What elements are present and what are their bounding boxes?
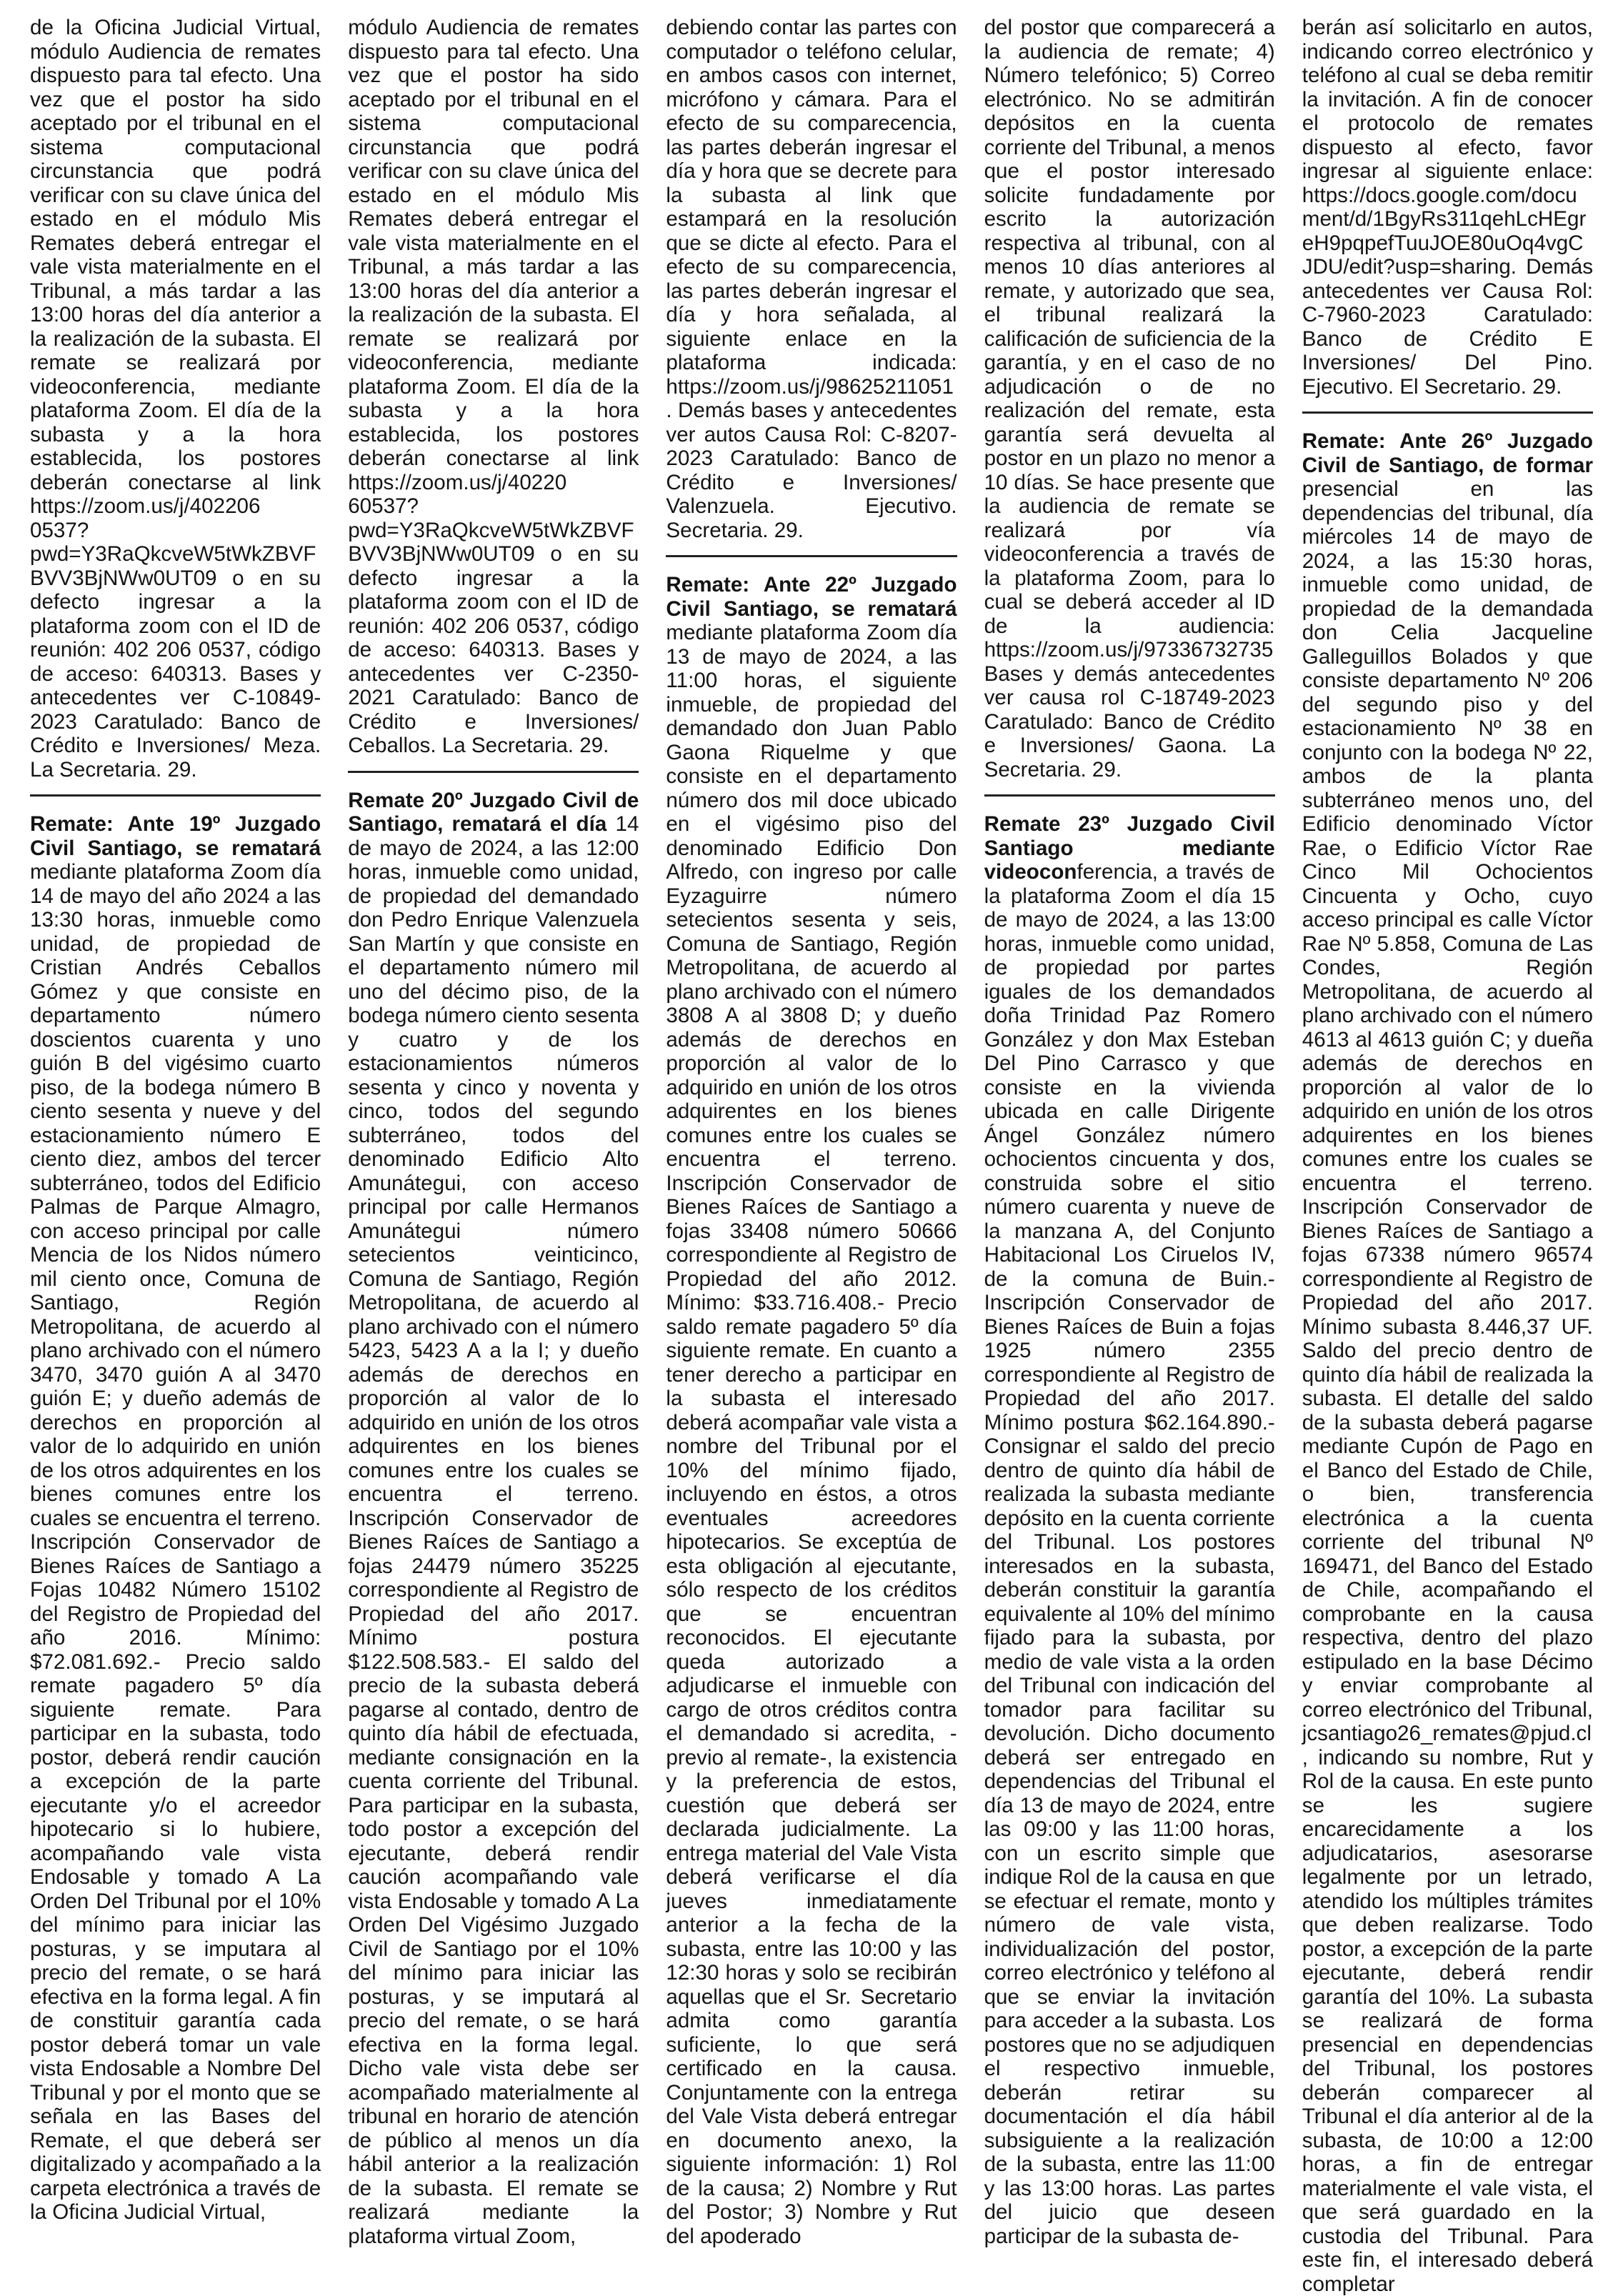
column-5 [1302, 16, 1593, 2296]
notice-divider [30, 794, 321, 797]
notice-heading: Remate 20º Juzgado Civil de Santiago, rematará el día [348, 788, 639, 836]
notice-remate-20 [348, 789, 639, 2249]
notice-remate-19 [30, 812, 321, 2225]
notice-body: ferencia, a través de la plataforma Zoom el día 15 de mayo de 2024, a las 13:00 horas, inmueble como unidad, de propiedad por partes iguales de los demandados doña Trinidad Paz Romero González y don Max Esteban Del Pino Carrasco y que consiste en la vivienda ubicada en calle Dirigente Ángel González número ochocientos cincuenta y dos, construida sobre el sitio número cuarenta y nueve de la manzana A, del Conjunto Habitacional Los Ciruelos IV, de la comuna de Buin.- Inscripción Conservador de Bienes Raíces de Buin a fojas 1925 número 2355 correspondiente al Registro de Propiedad del año 2017. Mínimo postura $62.164.890.- Consignar el saldo del precio dentro de quinto día hábil de realizada la subasta mediante depósito en la cuenta corriente del Tribunal. Los postores interesados en la subasta, deberán constituir la garantía equivalente al 10% del mínimo fijado para la subasta, por medio de vale vista a la orden del Tribunal con indicación del tomador para facilitar su devolución. Dicho documento deberá ser entregado en dependencias del Tribunal el día 13 de mayo de 2024, entre las 09:00 y las 11:00 horas, con un escrito simple que indique Rol de la causa en que se efectuar el remate, monto y número de vale vista, individualización del postor, correo electrónico y teléfono al que se enviar la invitación para acceder a la subasta. Los postores que no se adjudiquen el respectivo inmueble, deberán retirar su documentación el día hábil subsiguiente a la realización de la subasta, entre las 11:00 y las 13:00 horas. Las partes del juicio que deseen participar de la subasta de- [984, 860, 1275, 2248]
notice-heading: Remate: Ante 26º Juzgado Civil de Santiago, de formar [1302, 429, 1593, 477]
column-4 [984, 16, 1275, 2280]
notice-continuation: del postor que comparecerá a la audiencia de remate; 4) Número telefónico; 5) Correo electrónico. No se admitirán depósitos en la cuenta corriente del Tribunal, a menos que el postor interesado solicite fundadamente por escrito la autorización respectiva al tribunal, con al menos 10 días anteriores al remate, y autorizado que sea, el tribunal realizará la calificación de suficiencia de la garantía, y en el caso de no adjudicación o de no realización del remate, esta garantía será devuelta al postor en un plazo no menor a 10 días. Se hace presente que la audiencia de remate se realizará por vía videoconferencia a través de la plataforma Zoom, para lo cual se deberá acceder al ID de la audiencia: https://zoom.us/j/97336732735 Bases y demás antecedentes ver causa rol C-18749-2023 Caratulado: Banco de Crédito e Inversiones/ Gaona. La Secretaria. 29. [984, 16, 1275, 782]
notice-divider [1302, 411, 1593, 414]
notice-body: presencial en las dependencias del tribunal, día miércoles 14 de mayo de 2024, a las 15:30 horas, inmueble como unidad, de propiedad de la demandada don Celia Jacqueline Galleguillos Bolados y que consiste departamento Nº 206 del segundo piso y del estacionamiento Nº 38 en conjunto con la bodega Nº 22, ambos de la planta subterráneo menos uno, del Edificio denominado Víctor Rae, o Edificio Víctor Rae Cinco Mil Ochocientos Cincuenta y Ocho, cuyo acceso principal es calle Víctor Rae Nº 5.858, Comuna de Las Condes, Región Metropolitana, de acuerdo al plano archivado con el número 4613 al 4613 guión C; y dueña además de derechos en proporción al valor de lo adquirido en unión de los otros adquirentes en los bienes comunes entre los cuales se encuentra el terreno. Inscripción Conservador de Bienes Raíces de Santiago a fojas 67338 número 96574 correspondiente al Registro de Propiedad del año 2017. Mínimo subasta 8.446,37 UF. Saldo del precio dentro de quinto día hábil de realizada la subasta. El detalle del saldo de la subasta deberá pagarse mediante Cupón de Pago en el Banco del Estado de Chile, o bien, transferencia electrónica a la cuenta corriente del tribunal Nº 169471, del Banco del Estado de Chile, acompañando el comprobante en la causa respectiva, dentro del plazo estipulado en la base Décimo y enviar comprobante al correo electrónico del Tribunal, jcsantiago26_remates@pjud.cl, indicando su nombre, Rut y Rol de la causa. En este punto se les sugiere encarecidamente a los adjudicatarios, asesorarse legalmente por un letrado, atendido los múltiples trámites que deben realizarse. Todo postor, a excepción de la parte ejecutante, deberá rendir garantía del 10%. La subasta se realizará de forma presencial en dependencias del Tribunal, los postores deberán comparecer al Tribunal el día anterior al de la subasta, de 10:00 a 12:00 horas, a fin de entregar materialmente el vale vista, el que será guardado en la custodia del Tribunal. Para este fin, el interesado deberá completar [1302, 477, 1593, 2296]
notice-body: mediante plataforma Zoom día 13 de mayo de 2024, a las 11:00 horas, el siguiente inmueble, de propiedad del demandado don Juan Pablo Gaona Riquelme y que consiste en el departamento número dos mil doce ubicado en el vigésimo piso del denominado Edificio Don Alfredo, con ingreso por calle Eyzaguirre número setecientos sesenta y seis, Comuna de Santiago, Región Metropolitana, de acuerdo al plano archivado con el número 3808 A al 3808 D; y dueño además de derechos en proporción al valor de lo adquirido en unión de los otros adquirentes en los bienes comunes entre los cuales se encuentra el terreno. Inscripción Conservador de Bienes Raíces de Santiago a fojas 33408 número 50666 correspondiente al Registro de Propiedad del año 2012. Mínimo: $33.716.408.- Precio saldo remate pagadero 5º día siguiente remate. En cuanto a tener derecho a participar en la subasta el interesado deberá acompañar vale vista a nombre del Tribunal por el 10% del mínimo fijado, incluyendo en éstos, a otros eventuales acreedores hipotecarios. Se exceptúa de esta obligación al ejecutante, sólo respecto de los créditos que se encuentran reconocidos. El ejecutante queda autorizado a adjudicarse el inmueble con cargo de otros créditos contra el demandado si acredita, -previo al remate-, la existencia y la preferencia de estos, cuestión que deberá ser declarada judicialmente. La entrega material del Vale Vista deberá verificarse el día jueves inmediatamente anterior a la fecha de la subasta, entre las 10:00 y las 12:30 horas y solo se recibirán aquellas que el Sr. Secretario admita como garantía suficiente, lo que será certificado en la causa. Conjuntamente con la entrega del Vale Vista deberá entregar en documento anexo, la siguiente información: 1) Rol de la causa; 2) Nombre y Rut del Postor; 3) Nombre y Rut del apoderado [666, 621, 957, 2248]
notice-body: 14 de mayo de 2024, a las 12:00 horas, inmueble como unidad, de propiedad del demandado don Pedro Enrique Valenzuela San Martín y que consiste en el departamento número mil uno del décimo piso, de la bodega número ciento sesenta y cuatro y de los estacionamientos números sesenta y cinco y noventa y cinco, todos del segundo subterráneo, todos del denominado Edificio Alto Amunátegui, con acceso principal por calle Hermanos Amunátegui número setecientos veinticinco, Comuna de Santiago, Región Metropolitana, de acuerdo al plano archivado con el número 5423, 5423 A a la I; y dueño además de derechos en proporción al valor de lo adquirido en unión de los otros adquirentes en los bienes comunes entre los cuales se encuentra el terreno. Inscripción Conservador de Bienes Raíces de Santiago a fojas 24479 número 35225 correspondiente al Registro de Propiedad del año 2017. Mínimo postura $122.508.583.- El saldo del precio de la subasta deberá pagarse al contado, dentro de quinto día hábil de efectuada, mediante consignación en la cuenta corriente del Tribunal. Para participar en la subasta, todo postor a excepción del ejecutante, deberá rendir caución acompañando vale vista Endosable y tomado A La Orden Del Vigésimo Juzgado Civil de Santiago por el 10% del mínimo para iniciar las posturas, y se imputará al precio del remate, o se hará efectiva en la forma legal. Dicho vale vista debe ser acompañado materialmente al tribunal en horario de atención de público al menos un día hábil anterior a la realización de la subasta. El remate se realizará mediante la plataforma virtual Zoom, [348, 812, 639, 2248]
notice-continuation: de la Oficina Judicial Virtual, módulo Audiencia de remates dispuesto para tal efecto. Una vez que el postor ha sido aceptado por el tribunal en el sistema computacional circunstancia que podrá verificar con su clave única del estado en el módulo Mis Remates deberá entregar el vale vista materialmente en el Tribunal, a más tardar a las 13:00 horas del día anterior a la realización de la subasta. El remate se realizará por videoconferencia, mediante plataforma Zoom. El día de la subasta y a la hora establecida, los postores deberán conectarse al link https://zoom.us/j/402206 0537?pwd=Y3RaQkcveW5tWkZBVFBVV3BjNWw0UT09 o en su defecto ingresar a la plataforma zoom con el ID de reunión: 402 206 0537, código de acceso: 640313. Bases y antecedentes ver C-10849-2023 Caratulado: Banco de Crédito e Inversiones/ Meza. La Secretaria. 29. [30, 16, 321, 782]
notice-remate-23 [984, 812, 1275, 2248]
notice-divider [348, 771, 639, 773]
notice-continuation: berán así solicitarlo en autos, indicando correo electrónico y teléfono al cual se deba remitir la invitación. A fin de conocer el protocolo de remates dispuesto al efecto, favor ingresar al siguiente enlace: https://docs.google.com/document/d/1BgyRs311qehLcHEgreH9pqpefTuuJOE80uOq4vgCJDU/edit?usp=sharing. Demás antecedentes ver Causa Rol: C-7960-2023 Caratulado: Banco de Crédito E Inversiones/ Del Pino. Ejecutivo. El Secretario. 29. [1302, 16, 1593, 399]
notice-continuation: módulo Audiencia de remates dispuesto para tal efecto. Una vez que el postor ha sido aceptado por el tribunal en el sistema computacional circunstancia que podrá verificar con su clave única del estado en el módulo Mis Remates deberá entregar el vale vista materialmente en el Tribunal, a más tardar a las 13:00 horas del día anterior a la realización de la subasta. El remate se realizará por videoconferencia, mediante plataforma Zoom. El día de la subasta y a la hora establecida, los postores deberán conectarse al link https://zoom.us/j/40220 60537?pwd=Y3RaQkcveW5tWkZBVFBVV3BjNWw0UT09 o en su defecto ingresar a la plataforma zoom con el ID de reunión: 402 206 0537, código de acceso: 640313. Bases y antecedentes ver C-2350-2021 Caratulado: Banco de Crédito e Inversiones/ Ceballos. La Secretaria. 29. [348, 16, 639, 757]
notice-divider [666, 555, 957, 557]
classifieds-page [30, 16, 1593, 2296]
notice-body: mediante plataforma Zoom día 14 de mayo del año 2024 a las 13:30 horas, inmueble como unidad, de propiedad de Cristian Andrés Ceballos Gómez y que consiste en departamento número doscientos cuarenta y uno guión B del vigésimo cuarto piso, de la bodega número B ciento sesenta y nueve y del estacionamiento número E ciento diez, ambos del tercer subterráneo, todos del Edificio Palmas de Parque Almagro, con acceso principal por calle Mencia de los Nidos número mil ciento once, Comuna de Santiago, Región Metropolitana, de acuerdo al plano archivado con el número 3470, 3470 guión A al 3470 guión E; y dueño además de derechos en proporción al valor de lo adquirido en unión de los otros adquirentes en los bienes comunes entre los cuales se encuentra el terreno. Inscripción Conservador de Bienes Raíces de Santiago a Fojas 10482 Número 15102 del Registro de Propiedad del año 2016. Mínimo: $72.081.692.- Precio saldo remate pagadero 5º día siguiente remate. Para participar en la subasta, todo postor, deberá rendir caución a excepción de la parte ejecutante y/o el acreedor hipotecario si lo hubiere, acompañando vale vista Endosable y tomado A La Orden Del Tribunal por el 10% del mínimo para iniciar las posturas, y se imputara al precio del remate, o se hará efectiva en la forma legal. A fin de constituir garantía cada postor deberá tomar un vale vista Endosable a Nombre Del Tribunal y por el monto que se señala en las Bases del Remate, el que deberá ser digitalizado y acompañado a la carpeta electrónica a través de la Oficina Judicial Virtual, [30, 860, 321, 2224]
notice-remate-26 [1302, 429, 1593, 2296]
notice-continuation: debiendo contar las partes con computador o teléfono celular, en ambos casos con internet, micrófono y cámara. Para el efecto de su comparecencia, las partes deberán ingresar el día y hora que se decrete para la subasta al link que estampará en la resolución que se dicte al efecto. Para el efecto de su comparecencia, las partes deberán ingresar el día y hora señalada, al siguiente enlace en la plataforma indicada: https://zoom.us/j/98625211051. Demás bases y antecedentes ver autos Causa Rol: C-8207-2023 Caratulado: Banco de Crédito e Inversiones/ Valenzuela. Ejecutivo. Secretaria. 29. [666, 16, 957, 542]
notice-heading: Remate: Ante 19º Juzgado Civil Santiago, se rematará [30, 812, 321, 860]
column-2 [348, 16, 639, 2280]
notice-remate-22 [666, 573, 957, 2248]
column-3 [666, 16, 957, 2280]
column-1 [30, 16, 321, 2280]
notice-divider [984, 794, 1275, 797]
notice-heading: Remate: Ante 22º Juzgado Civil Santiago, se rematará [666, 573, 957, 621]
notice-heading: Remate 23º Juzgado Civil Santiago mediante videocon [984, 812, 1275, 884]
